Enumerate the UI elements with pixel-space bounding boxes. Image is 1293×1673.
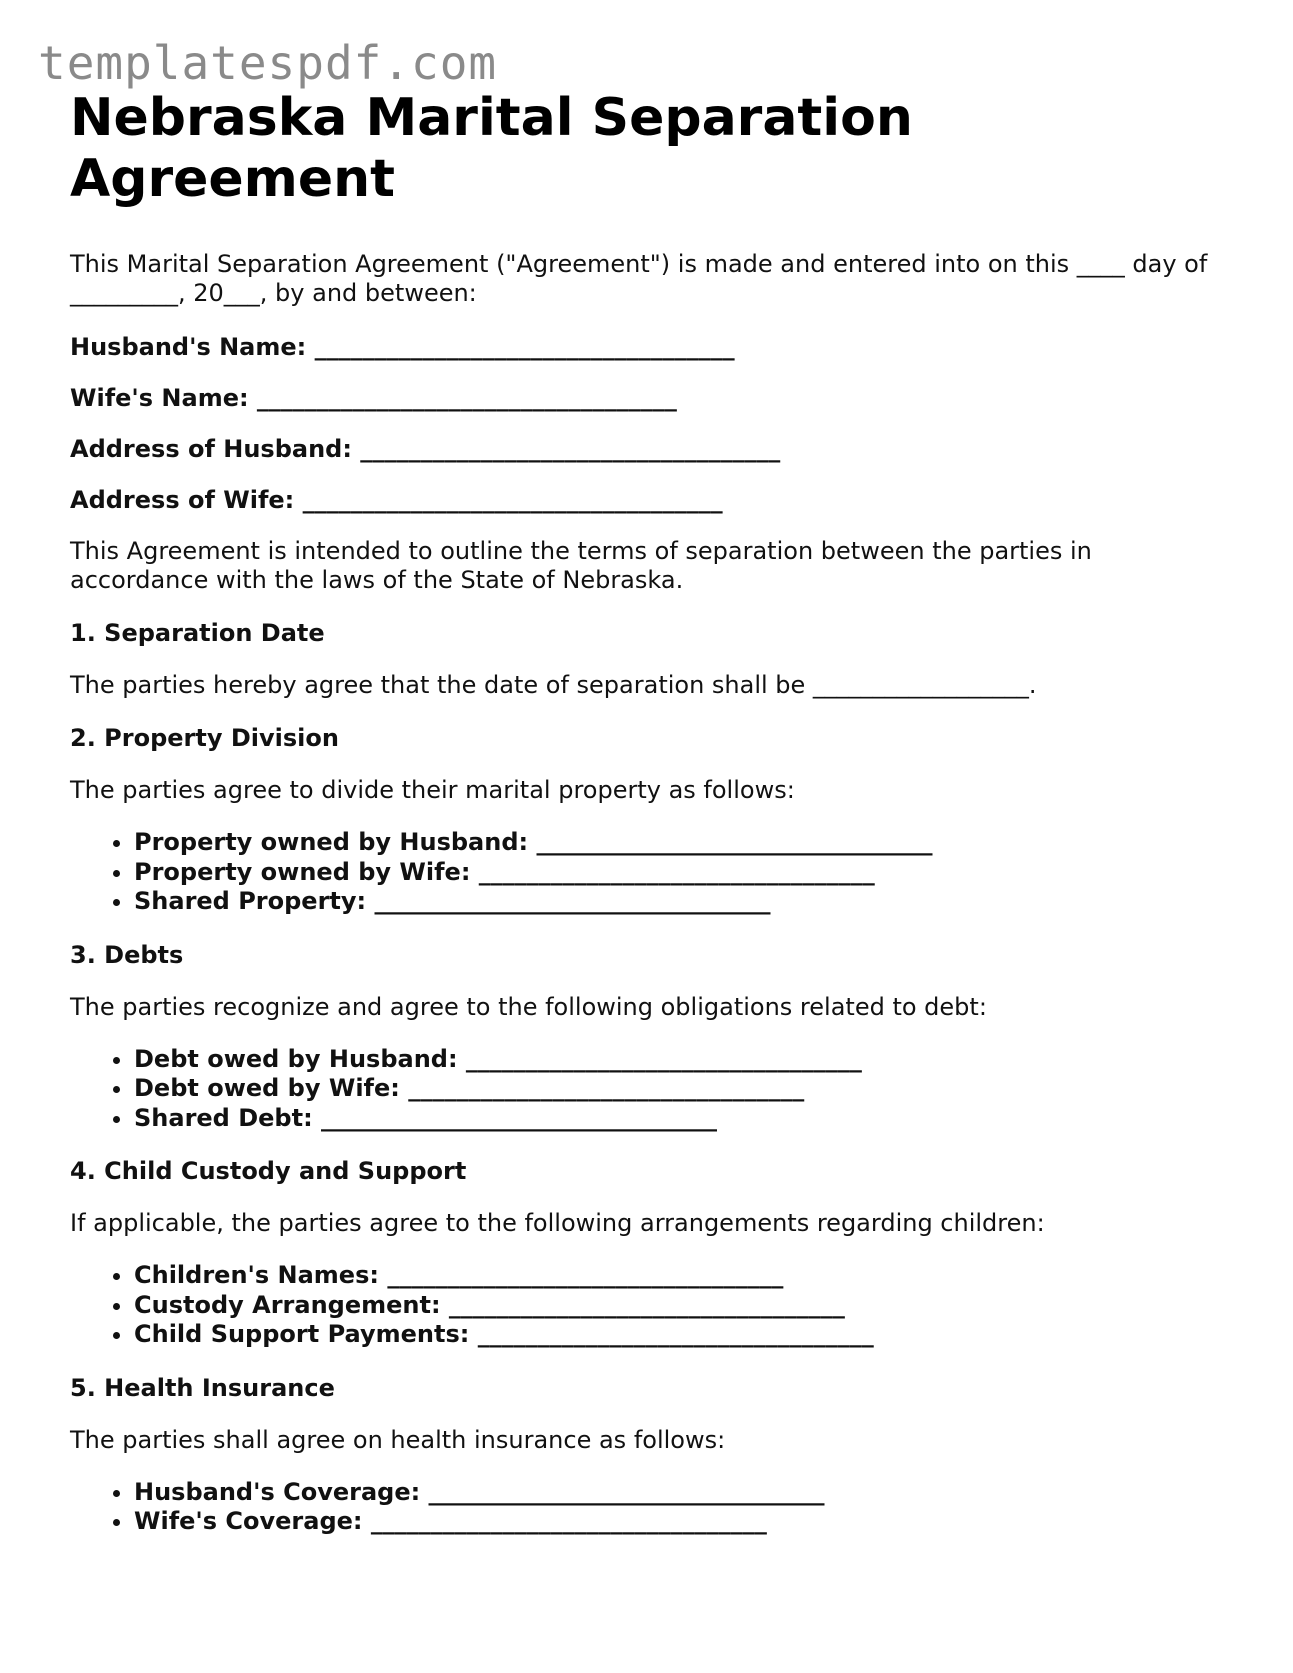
property-list: [70, 828, 1230, 917]
list-item[interactable]: • Debt owed by Husband: _________________________________: [134, 1045, 1230, 1075]
list-item[interactable]: • Husband's Coverage: _________________________________: [134, 1478, 1230, 1508]
watermark: templatespdf.com: [38, 36, 498, 90]
list-item[interactable]: • Shared Debt: _________________________________: [134, 1104, 1230, 1134]
section-title: 3. Debts: [70, 940, 184, 969]
document-title: Nebraska Marital Separation Agreement: [70, 88, 913, 209]
list-item[interactable]: • Custody Arrangement: _________________________________: [134, 1291, 1230, 1321]
section-text: The parties recognize and agree to the following obligations related to debt:: [70, 992, 987, 1021]
list-item[interactable]: • Property owned by Wife: _________________________________: [134, 858, 1230, 888]
list-item[interactable]: • Property owned by Husband: _________________________________: [134, 828, 1230, 858]
husband-address-field[interactable]: Address of Husband: ___________________________________: [70, 435, 781, 463]
section-text: If applicable, the parties agree to the following arrangements regarding children:: [70, 1209, 1045, 1237]
section-title: 1. Separation Date: [70, 619, 325, 647]
section-title: 4. Child Custody and Support: [70, 1157, 467, 1185]
list-item[interactable]: • Wife's Coverage: _________________________________: [134, 1507, 1230, 1537]
children-list: [70, 1261, 1230, 1350]
wife-name-field[interactable]: Wife's Name: ___________________________________: [70, 384, 677, 412]
section-text: The parties shall agree on health insurance as follows:: [70, 1425, 726, 1454]
intro-paragraph: This Marital Separation Agreement ("Agreement") is made and entered into on this ____ day of _________, 20___, by and between:: [70, 250, 1208, 307]
section-text[interactable]: The parties hereby agree that the date of separation shall be __________________.: [70, 671, 1037, 699]
list-item[interactable]: • Children's Names: _________________________________: [134, 1261, 1230, 1291]
debt-list: [70, 1045, 1230, 1134]
husband-name-field[interactable]: Husband's Name: ___________________________________: [70, 333, 735, 361]
list-item[interactable]: • Shared Property: _________________________________: [134, 887, 1230, 917]
section-title: 5. Health Insurance: [70, 1373, 335, 1402]
document-body: [70, 88, 1230, 1537]
list-item[interactable]: • Debt owed by Wife: _________________________________: [134, 1074, 1230, 1104]
section-text: The parties agree to divide their marital property as follows:: [70, 776, 795, 804]
list-item[interactable]: • Child Support Payments: _________________________________: [134, 1320, 1230, 1350]
section-title: 2. Property Division: [70, 724, 339, 752]
wife-address-field[interactable]: Address of Wife: ___________________________________: [70, 486, 723, 514]
purpose-paragraph: This Agreement is intended to outline the terms of separation between the parties in accordance with the laws of the State of Nebraska.: [70, 537, 1092, 594]
insurance-list: [70, 1478, 1230, 1537]
